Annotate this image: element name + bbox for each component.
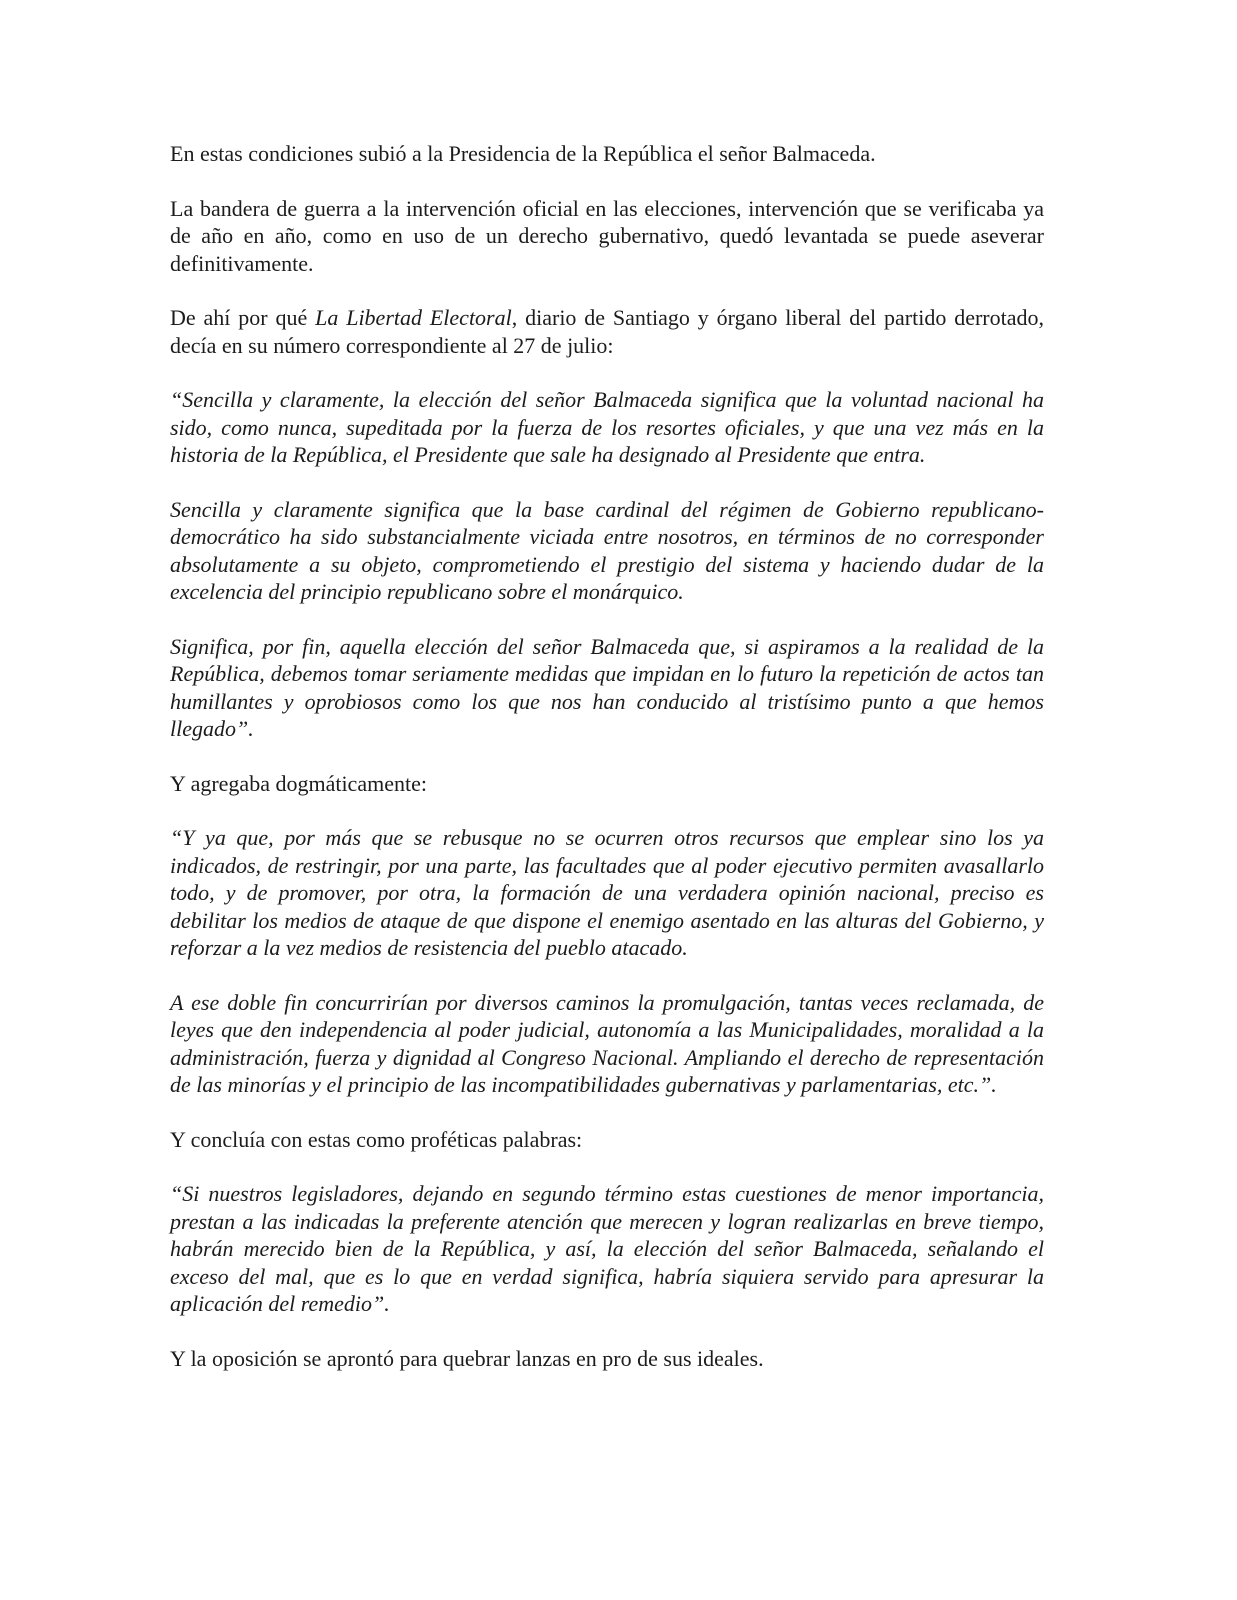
newspaper-text-before: De ahí por qué — [170, 305, 316, 330]
document-page — [170, 140, 1044, 1372]
paragraph-opposition: Y la oposición se aprontó para quebrar lanzas en pro de sus ideales. — [170, 1345, 764, 1371]
quote-paragraph-1: “Sencilla y claramente, la elección del señor Balmaceda significa que la voluntad nacional ha sido, como nunca, supeditada por la fuerza de los resortes oficiales, y que una vez más en la historia de la República, el Presidente que sale ha designado al Presidente que entra. — [170, 387, 1044, 467]
quote-paragraph-2: Sencilla y claramente significa que la base cardinal del régimen de Gobierno republicano-democrático ha sido substancialmente viciada entre nosotros, en términos de no corresponder absolutamente a su objeto, comprometiendo el prestigio del sistema y haciendo dudar de la excelencia del principio republicano sobre el monárquico. — [170, 496, 1044, 604]
newspaper-text-after: , diario de Santiago y órgano liberal del partido derrotado, decía en su número correspondiente al 27 de julio: — [170, 305, 1045, 358]
paragraph-prophetic: Y concluía con estas como proféticas palabras: — [170, 1126, 583, 1152]
newspaper-title: La Libertad Electoral — [315, 305, 512, 330]
quote-paragraph-5: A ese doble fin concurrirían por diversos caminos la promulgación, tantas veces reclamada, de leyes que den independencia al poder judicial, autonomía a las Municipalidades, moralidad a la administración, fuerza y dignidad al Congreso Nacional. Ampliando el derecho de representación de las minorías y el principio de las incompatibilidades gubernativas y parlamentarias, etc.”. — [170, 989, 1044, 1097]
paragraph-intervention: La bandera de guerra a la intervención oficial en las elecciones, intervención que se verificaba ya de año en año, como en uso de un derecho gubernativo, quedó levantada se puede aseverar definitivamente. — [170, 195, 1044, 276]
paragraph-intro: En estas condiciones subió a la Presidencia de la República el señor Balmaceda. — [170, 141, 876, 166]
paragraph-dogmatic: Y agregaba dogmáticamente: — [170, 770, 427, 796]
quote-paragraph-4: “Y ya que, por más que se rebusque no se ocurren otros recursos que emplear sino los ya indicados, de restringir, por una parte, las facultades que al poder ejecutivo permiten avasallarlo todo, y de promover, por otra, la formación de una verdadera opinión nacional, preciso es debilitar los medios de ataque de que dispone el enemigo asentado en las alturas del Gobierno, y reforzar a la vez medios de resistencia del pueblo atacado. — [170, 825, 1044, 960]
quote-paragraph-6: “Si nuestros legisladores, dejando en segundo término estas cuestiones de menor importancia, prestan a las indicadas la preferente atención que merecen y logran realizarlas en breve tiempo, habrán merecido bien de la República, y así, la elección del señor Balmaceda, señalando el exceso del mal, que es lo que en verdad significa, habría siquiera servido para apresurar la aplicación del remedio”. — [170, 1181, 1044, 1316]
quote-paragraph-3: Significa, por fin, aquella elección del señor Balmaceda que, si aspiramos a la realidad de la República, debemos tomar seriamente medidas que impidan en lo futuro la repetición de actos tan humillantes y oprobiosos como los que nos han conducido al tristísimo punto a que hemos llegado”. — [170, 633, 1044, 741]
paragraph-newspaper — [170, 304, 1044, 359]
